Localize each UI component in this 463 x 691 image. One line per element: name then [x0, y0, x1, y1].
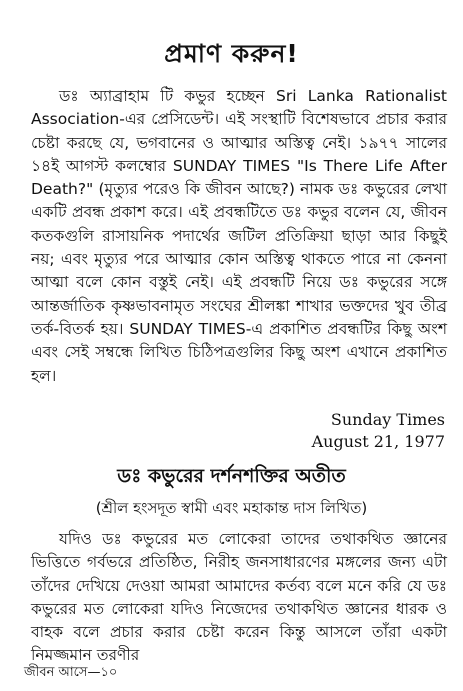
- section-paragraph-block: [31, 528, 447, 668]
- signature-block: [312, 409, 445, 453]
- intro-paragraph: ডঃ অ্যাব্রাহাম টি কভুর হচ্ছেন Sri Lanka Rationalist Association-এর প্রেসিডেন্ট। এই সংস্থাটি বিশেষভাবে প্রচার করার চেষ্টা করছে যে, ভগবানের ও আত্মার অস্তিত্ব নেই। ১৯৭৭ সালের ১৪ই আগস্ট কলম্বোর SUNDAY TIMES "Is There Life After Death?" (মৃত্যুর পরেও কি জীবন আছে?) নামক ডঃ কভুরের লেখা একটি প্রবন্ধ প্রকাশ করে। এই প্রবন্ধটিতে ডঃ কভুর বলেন যে, জীবন কতকগুলি রাসায়নিক পদার্থের জটিল প্রতিক্রিয়া ছাড়া আর কিছুই নয়; এবং মৃত্যুর পরে আত্মার কোন অস্তিত্ব থাকতে পারে না কেননা আত্মা বলে কোন বস্তুই নেই। এই প্রবন্ধটি নিয়ে ডঃ কভুরের সঙ্গে আন্তর্জাতিক কৃষ্ণভাবনামৃত সংঘের শ্রীলঙ্কা শাখার ভক্তদের খুব তীব্র তর্ক-বিতর্ক হয়। SUNDAY TIMES-এ প্রকাশিত প্রবন্ধটির কিছু অংশ এবং সেই সম্বন্ধে লিখিত চিঠিপত্রগুলির কিছু অংশ এখানে প্রকাশিত হল।: [31, 87, 447, 385]
- signature-date: August 21, 1977: [311, 432, 445, 451]
- section-byline: (শ্রীল হংসদূত স্বামী এবং মহাকান্ত দাস লিখিত): [95, 499, 368, 517]
- section-title: ডঃ কভুরের দর্শনশক্তির অতীত: [117, 465, 346, 487]
- page-title: প্রমাণ করুন!: [164, 39, 299, 68]
- page-footer: জীবন আসে—১০: [24, 665, 118, 680]
- intro-paragraph-block: [31, 85, 447, 388]
- signature-source: Sunday Times: [330, 410, 445, 429]
- section-paragraph: যদিও ডঃ কভুরের মত লোকেরা তাদের তথাকথিত জ্ঞানের ভিত্তিতে গর্বভরে প্রতিষ্ঠিত, নিরীহ জনসাধারণের মঙ্গলের জন্য এটা তাঁদের দেখিয়ে দেওয়া আমরা আমাদের কর্তব্য বলে মনে করি যে ডঃ কভুরের মত লোকেরা যদিও নিজেদের তথাকথিত জ্ঞানের ধারক ও বাহক বলে প্রচার করার চেষ্টা করেন কিন্তু আসলে তাঁরা একটা নিমজ্জমান তরণীর: [31, 530, 447, 665]
